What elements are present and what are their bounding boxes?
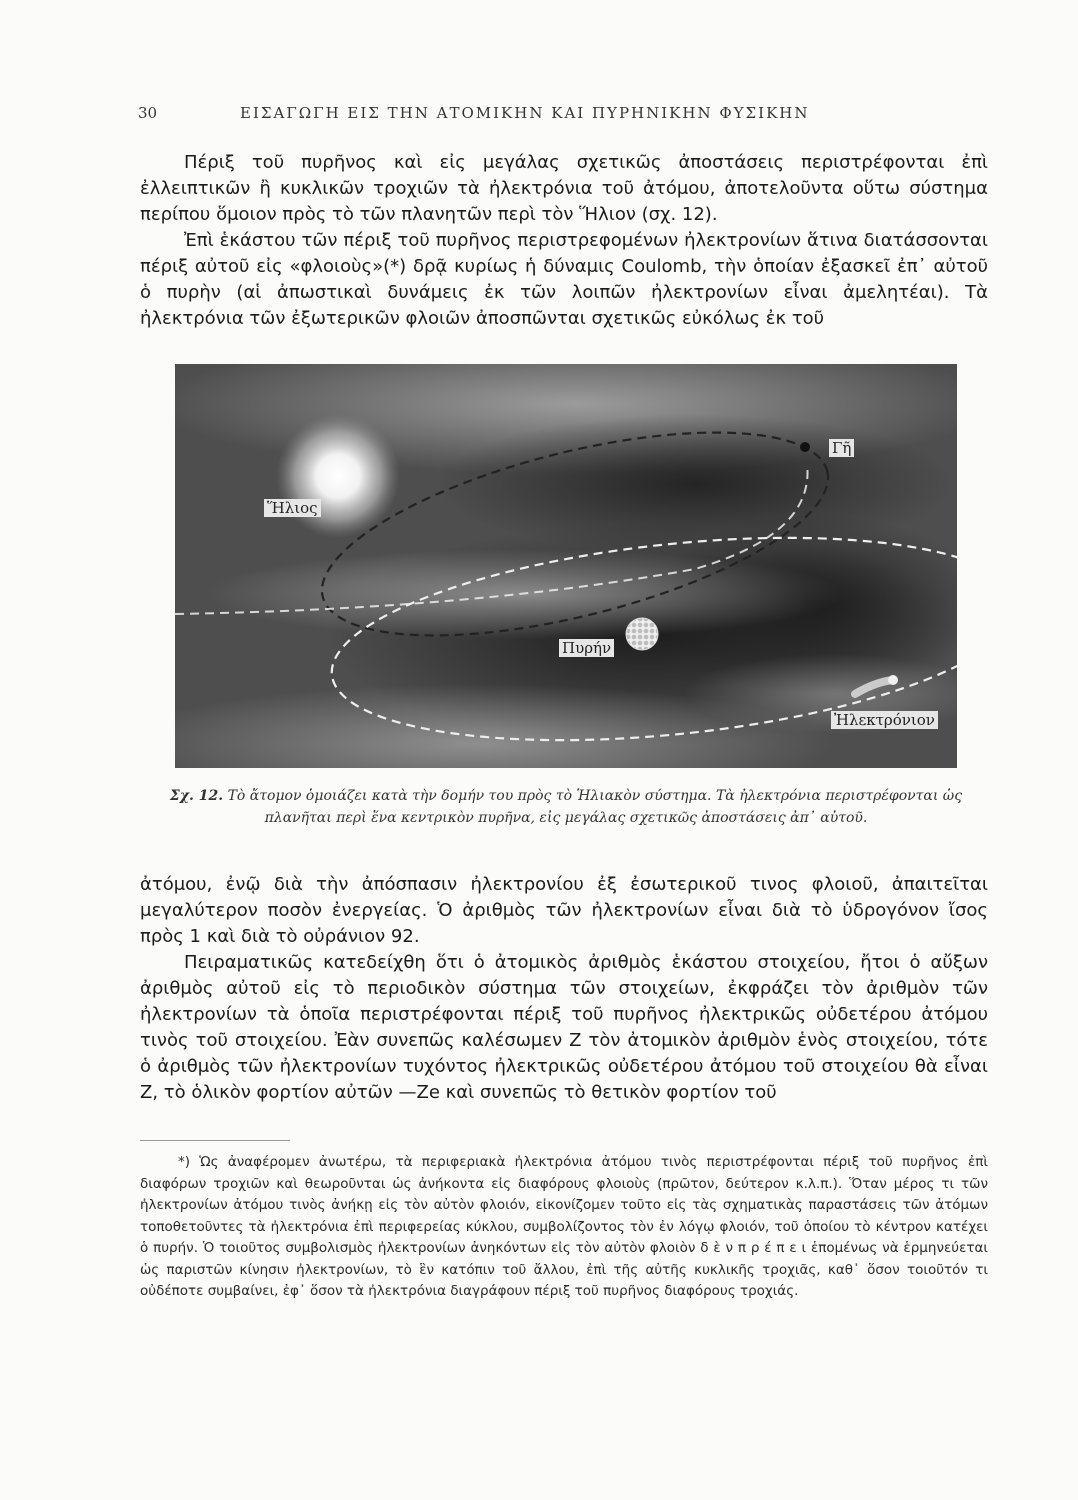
figure-solar-atom bbox=[175, 364, 957, 768]
paragraph: Ἐπὶ ἑκάστου τῶν πέριξ τοῦ πυρῆνος περιστρεφομένων ἠλεκτρονίων ἅτινα διατάσσονται πέριξ αὐτοῦ εἰς «φλοιοὺς»(*) δρᾷ κυρίως ἡ δύναμις Coulomb, τὴν ὁποίαν ἐξασκεῖ ἐπ᾽ αὐτοῦ ὁ πυρὴν (αἱ ἀπωστικαὶ δυνάμεις ἐκ τῶν λοιπῶν ἠλεκτρονίων εἶναι ἀμελητέαι). Τὰ ἠλεκτρόνια τῶν ἐξωτερικῶν φλοιῶν ἀποσπῶνται σχετικῶς εὐκόλως ἐκ τοῦ bbox=[140, 230, 988, 329]
body-text-bottom bbox=[140, 872, 988, 1106]
caption-text: Τὸ ἄτομον ὁμοιάζει κατὰ τὴν δομήν του πρὸς τὸ Ἡλιακὸν σύστημα. Τὰ ἠλεκτρόνια περιστρέφονται ὡς πλανῆται περὶ ἕνα κεντρικὸν πυρῆνα, εἰς μεγάλας σχετικῶς ἀποστάσεις ἀπ᾽ αὐτοῦ. bbox=[227, 788, 963, 826]
paragraph: ἀτόμου, ἐνῷ διὰ τὴν ἀπόσπασιν ἠλεκτρονίου ἐξ ἐσωτερικοῦ τινος φλοιοῦ, ἀπαιτεῖται μεγαλύτερον ποσὸν ἐνεργείας. Ὁ ἀριθμὸς τῶν ἠλεκτρονίων εἶναι διὰ τὸ ὑδρογόνον ἴσος πρὸς 1 καὶ διὰ τὸ οὐράνιον 92. bbox=[140, 874, 988, 947]
earth-dot bbox=[800, 442, 810, 452]
footnote: *) Ὡς ἀναφέρομεν ἀνωτέρω, τὰ περιφεριακὰ ἠλεκτρόνια ἀτόμου τινὸς περιστρέφονται πέριξ τοῦ πυρῆνος ἐπὶ διαφόρων τροχιῶν καὶ θεωροῦνται ὡς ἀνήκοντα εἰς διαφόρους φλοιοὺς (πρῶτον, δεύτερον κ.λ.π.). Ὅταν μέρος τι τῶν ἠλεκτρονίων ἀτόμου τινὸς ἀνήκῃ εἰς τὸν αὐτὸν φλοιόν, εἰκονίζομεν τοῦτο εἰς τὰς σχηματικὰς παραστάσεις τῶν ἀτόμων τοποθετοῦντες τὰ ἠλεκτρόνια ἐπὶ περιφερείας κύκλου, συμβολίζοντος τὸν ἐν λόγῳ φλοιόν, τοῦ ὁποίου τὸ κέντρον κατέχει ὁ πυρήν. Ὁ τοιοῦτος συμβολισμὸς ἠλεκτρονίων ἀνηκόντων εἰς τὸν αὐτὸν φλοιὸν δ ὲ ν π ρ έ π ε ι ἑπομένως νὰ ἑρμηνεύεται ὡς παριστῶν κίνησιν ἠλεκτρονίων, τὸ ἓν κατόπιν τοῦ ἄλλου, ἐπὶ τῆς αὐτῆς κυκλικῆς τροχιᾶς, καθ᾽ ὅσον τοιοῦτόν τι οὐδέποτε συμβαίνει, ἐφ᾽ ὅσον τὰ ἠλεκτρόνια διαγράφουν πέριξ τοῦ πυρῆνος διαφόρους τροχιάς. bbox=[140, 1154, 988, 1299]
label-electron: Ἠλεκτρόνιον bbox=[831, 711, 938, 729]
running-title: ΕΙΣΑΓΩΓΗ ΕΙΣ ΤΗΝ ΑΤΟΜΙΚΗΝ ΚΑΙ ΠΥΡΗΝΙΚΗΝ ΦΥΣΙΚΗΝ bbox=[240, 104, 810, 122]
paragraph: Πέριξ τοῦ πυρῆνος καὶ εἰς μεγάλας σχετικῶς ἀποστάσεις περιστρέφονται ἐπὶ ἐλλειπτικῶν ἢ κυκλικῶν τροχιῶν τὰ ἠλεκτρόνια τοῦ ἀτόμου, ἀποτελοῦντα οὕτω σύστημα περίπου ὅμοιον πρὸς τὸ τῶν πλανητῶν περὶ τὸν Ἥλιον (σχ. 12). bbox=[140, 152, 988, 225]
figure-caption bbox=[160, 785, 972, 829]
body-text-top bbox=[140, 150, 988, 332]
figure-illustration bbox=[175, 364, 957, 768]
page-number: 30 bbox=[138, 104, 158, 122]
label-nucleus: Πυρήν bbox=[559, 639, 614, 657]
caption-label: Σχ. 12. bbox=[169, 788, 224, 804]
paragraph: Πειραματικῶς κατεδείχθη ὅτι ὁ ἀτομικὸς ἀριθμὸς ἑκάστου στοιχείου, ἤτοι ὁ αὔξων ἀριθμὸς αὐτοῦ εἰς τὸ περιοδικὸν σύστημα τῶν στοιχείων, ἐκφράζει τὸν ἀριθμὸν τῶν ἠλεκτρονίων τὰ ὁποῖα περιστρέφονται πέριξ τοῦ πυρῆνος ἠλεκτρικῶς οὐδετέρου ἀτόμου τινὸς τοῦ στοιχείου. Ἐὰν συνεπῶς καλέσωμεν Z τὸν ἀτομικὸν ἀριθμὸν ἑνὸς στοιχείου, τότε ὁ ἀριθμὸς τῶν ἠλεκτρονίων τυχόντος ἠλεκτρικῶς οὐδετέρου ἀτόμου τοῦ στοιχείου θὰ εἶναι Z, τὸ ὁλικὸν φορτίον αὐτῶν —Ze καὶ συνεπῶς τὸ θετικὸν φορτίον τοῦ bbox=[140, 952, 988, 1103]
label-sun: Ἥλιος bbox=[264, 499, 321, 517]
nucleus-sphere bbox=[626, 618, 658, 650]
footnote-rule bbox=[140, 1140, 290, 1141]
label-earth: Γῆ bbox=[829, 439, 854, 457]
electron-dot bbox=[888, 675, 898, 685]
